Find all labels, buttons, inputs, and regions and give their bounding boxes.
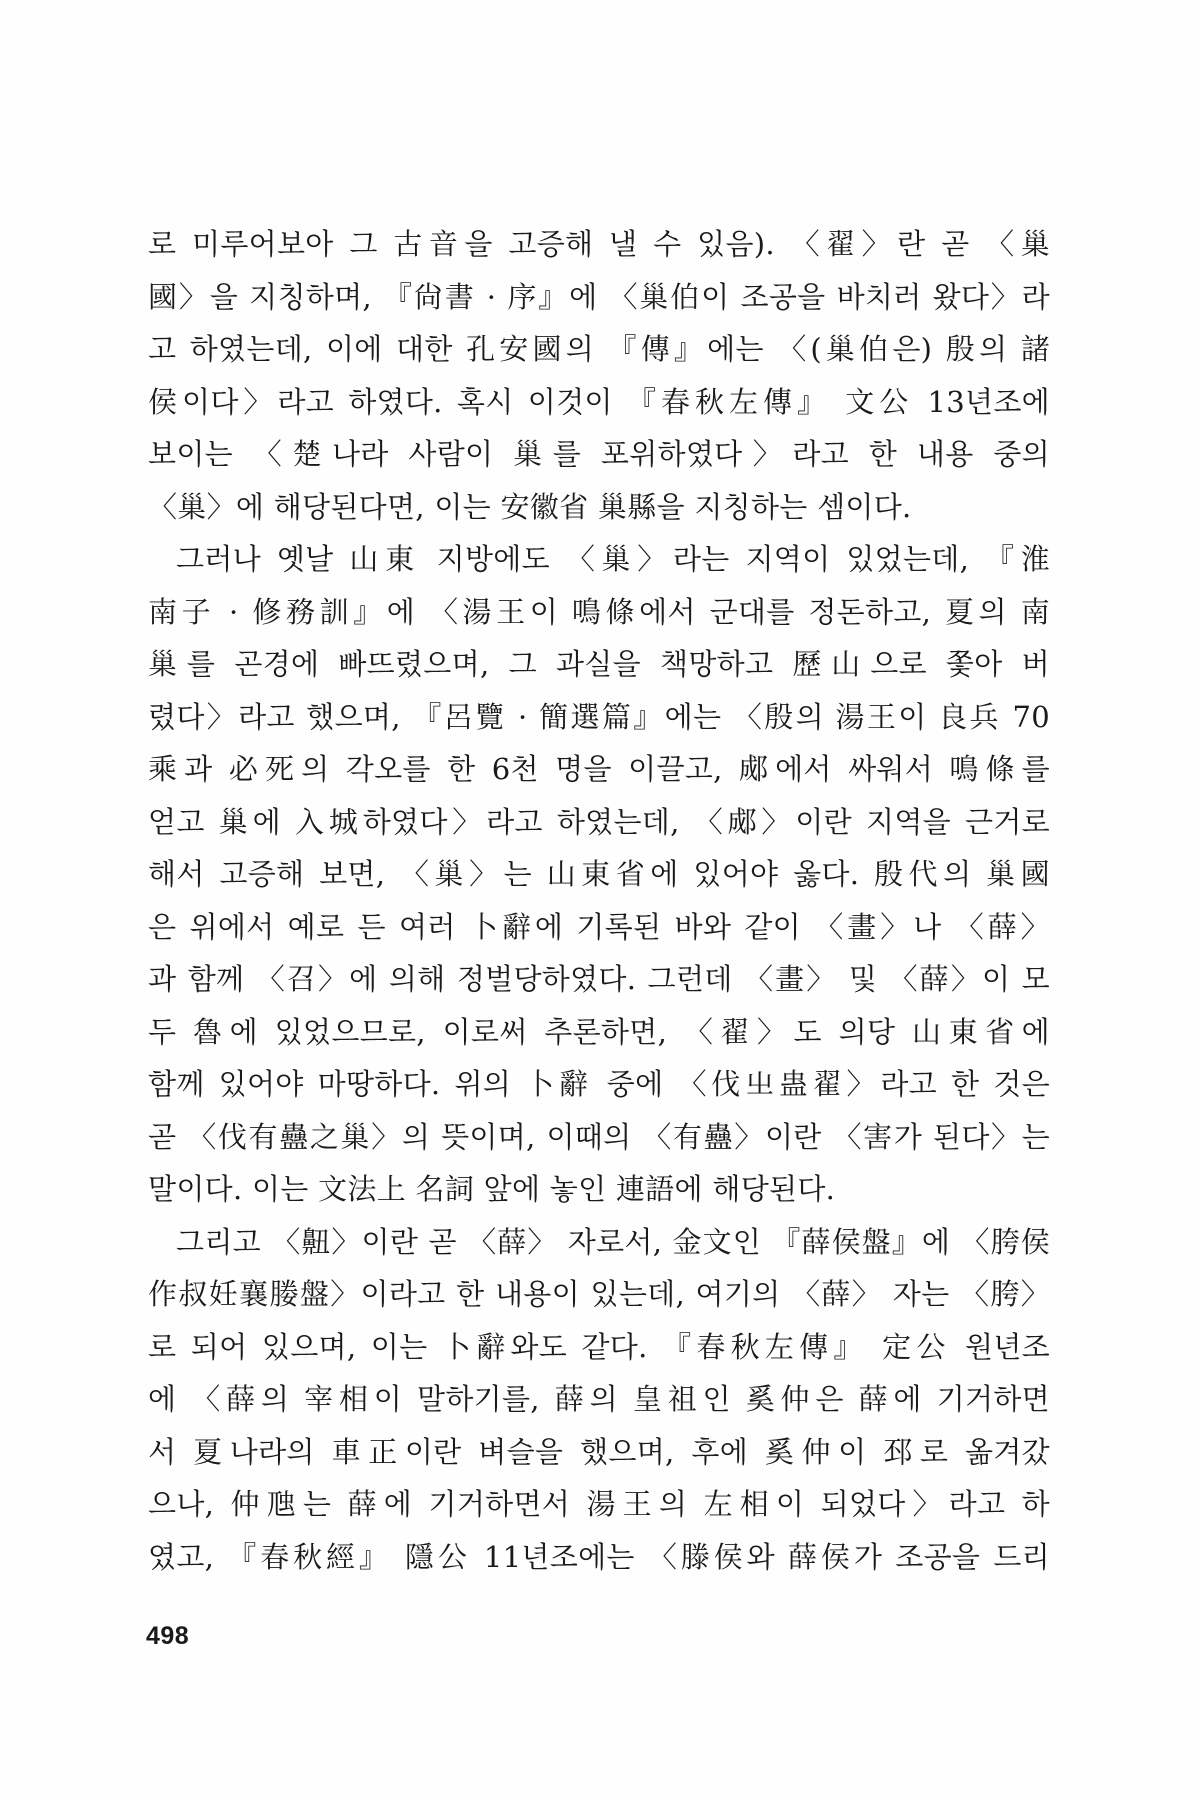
text-line: 함께 있어야 마땅하다. 위의 卜辭 중에 〈伐㞢蛊翟〉라고 한 것은 [148,1067,1050,1101]
text-line: 서 夏나라의 車正이란 벼슬을 했으며, 후에 奚仲이 邳로 옮겨갔 [148,1434,1050,1469]
page-number: 498 [146,1622,190,1650]
text-line: 얻고 巢에 入城하였다〉라고 하였는데, 〈郕〉이란 지역을 근거로 [148,804,1050,839]
text-line: 巢를 곤경에 빠뜨렸으며, 그 과실을 책망하고 歷山으로 쫓아 버 [148,647,1050,681]
text-line: 에 〈薛의 宰相이 말하기를, 薛의 皇祖인 奚仲은 薛에 기거하면 [148,1382,1050,1416]
text-line: 과 함께 〈召〉에 의해 정벌당하였다. 그런데 〈畫〉 및 〈薛〉이 모 [148,962,1050,996]
text-line: 렸다〉라고 했으며, 『呂覽 · 簡選篇』에는 〈殷의 湯王이 良兵 70 [148,699,1050,734]
text-line: 해서 고증해 보면, 〈巢〉는 山東省에 있어야 옳다. 殷代의 巢國 [148,857,1050,891]
text-line: 으나, 仲虺는 薛에 기거하면서 湯王의 左相이 되었다〉라고 하 [148,1487,1050,1521]
text-line: 로 되어 있으며, 이는 卜辭와도 같다. 『春秋左傳』 定公 원년조 [148,1329,1050,1364]
text-line: 곧 〈伐有蠱之巢〉의 뜻이며, 이때의 〈有蠱〉이란 〈害가 된다〉는 [148,1119,1050,1154]
text-line: 로 미루어보아 그 古音을 고증해 낼 수 있음). 〈翟〉란 곧 〈巢 [148,227,1050,261]
text-line: 그러나 옛날 山東 지방에도 〈巢〉라는 지역이 있었는데, 『淮 [176,542,1050,576]
text-line: 侯이다〉라고 하였다. 혹시 이것이 『春秋左傳』 文公 13년조에 [148,384,1050,419]
text-line: 고 하였는데, 이에 대한 孔安國의 『傳』에는 〈(巢伯은) 殷의 諸 [148,332,1050,366]
text-line: 作叔妊襄媵盤〉이라고 한 내용이 있는데, 여기의 〈薛〉 자는 〈胯〉 [148,1277,1050,1311]
text-line: 말이다. 이는 文法上 名詞 앞에 놓인 連語에 해당된다. [148,1172,836,1206]
text-line: 乘과 必死의 각오를 한 6천 명을 이끌고, 郕에서 싸워서 鳴條를 [148,752,1050,786]
text-line: 南子 · 修務訓』에 〈湯王이 鳴條에서 군대를 정돈하고, 夏의 南 [148,594,1050,629]
text-line: 두 魯에 있었으므로, 이로써 추론하면, 〈翟〉도 의당 山東省에 [148,1014,1050,1049]
text-line: 그리고 〈䶊〉이란 곧 〈薛〉 자로서, 金文인 『薛侯盤』에 〈胯侯 [176,1224,1050,1259]
text-line: 은 위에서 예로 든 여러 卜辭에 기록된 바와 같이 〈畫〉나 〈薛〉 [148,909,1050,944]
text-line: 國〉을 지칭하며, 『尙書 · 序』에 〈巢伯이 조공을 바치러 왔다〉라 [148,279,1050,314]
text-line: 〈巢〉에 해당된다면, 이는 安徽省 巢縣을 지칭하는 셈이다. [148,489,912,524]
text-line: 보이는 〈楚나라 사람이 巢를 포위하였다〉라고 한 내용 중의 [148,437,1050,471]
text-line: 였고, 『春秋經』 隱公 11년조에는 〈滕侯와 薛侯가 조공을 드리 [148,1539,1050,1574]
body-text [148,218,1050,1583]
